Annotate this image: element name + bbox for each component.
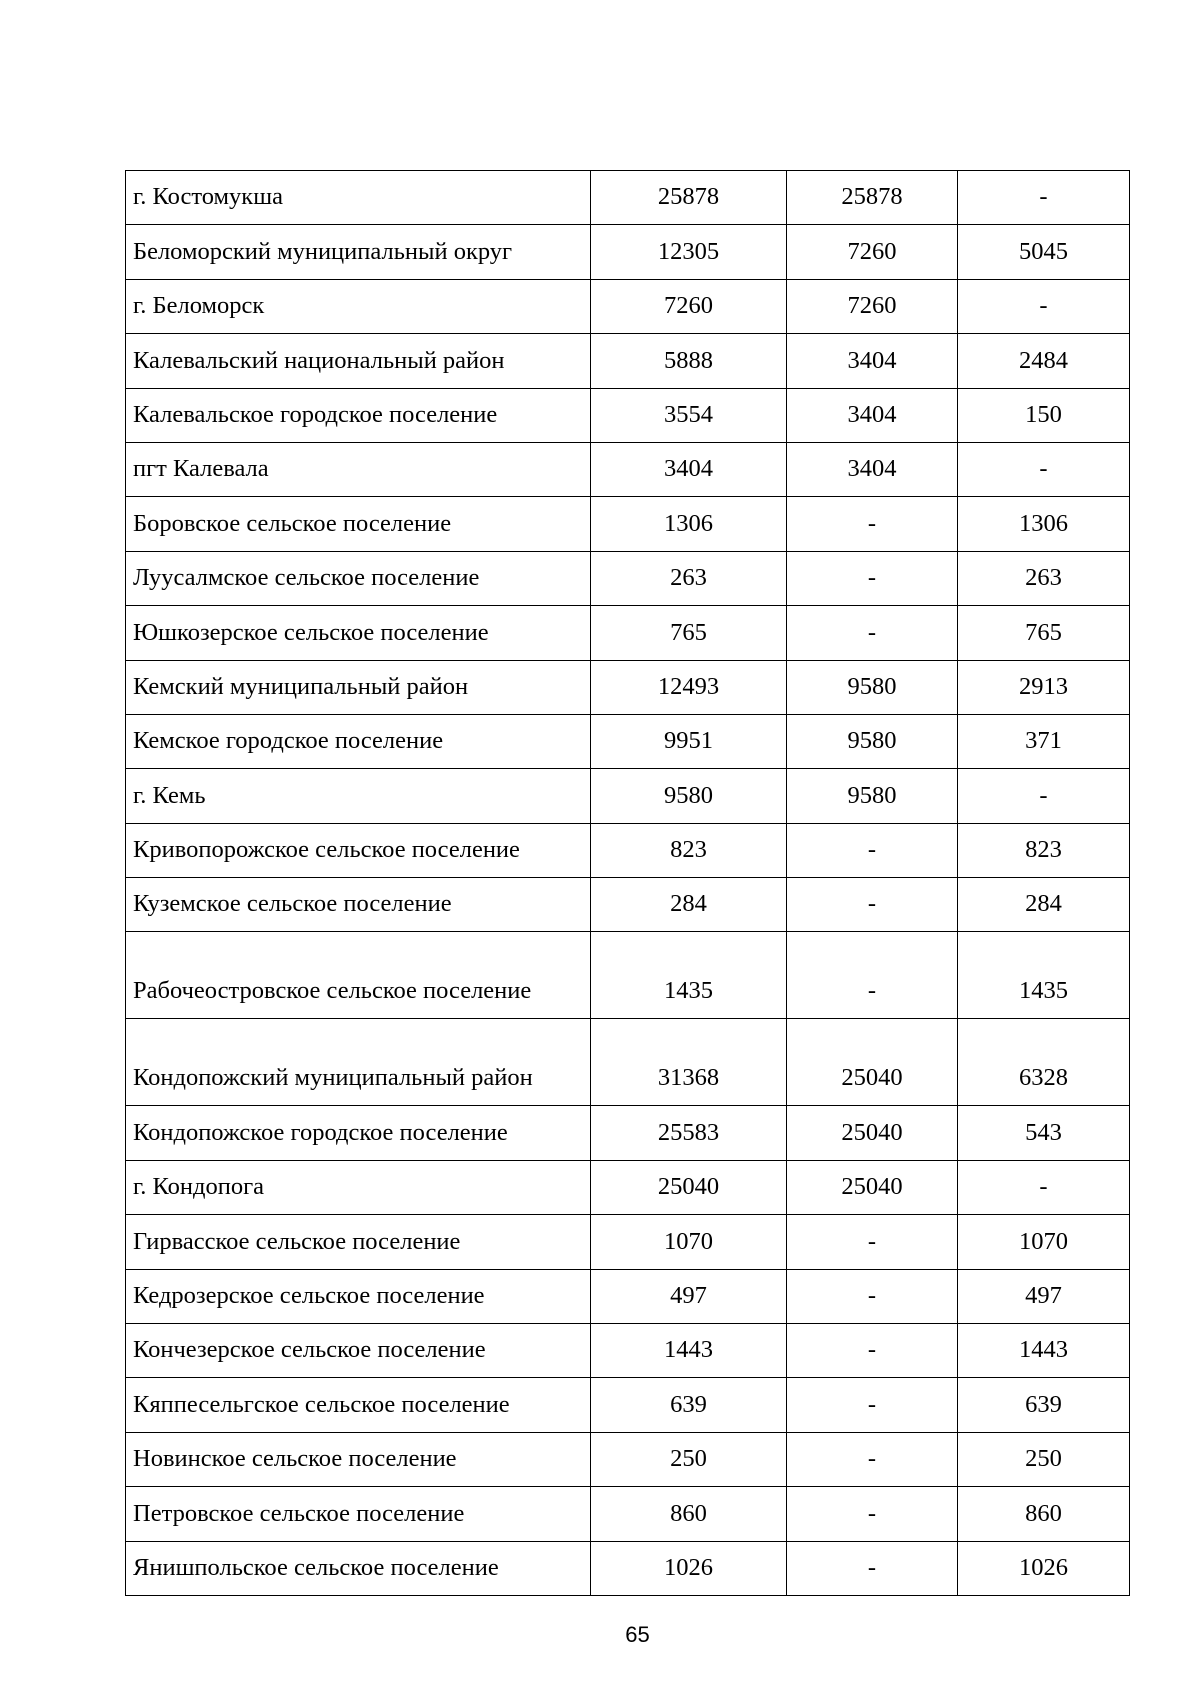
table-row <box>126 660 1130 714</box>
rural-population-cell: - <box>958 442 1130 496</box>
urban-population-cell: 9580 <box>787 769 958 823</box>
table-row <box>126 388 1130 442</box>
rural-population-cell: 371 <box>958 714 1130 768</box>
municipality-name-cell: Янишпольское сельское поселение <box>126 1541 591 1595</box>
table-row <box>126 1378 1130 1432</box>
urban-population-cell: - <box>787 878 958 932</box>
table-row <box>126 225 1130 279</box>
total-population-cell: 25583 <box>591 1106 787 1160</box>
rural-population-cell: 1443 <box>958 1324 1130 1378</box>
urban-population-cell: 7260 <box>787 279 958 333</box>
total-population-cell: 497 <box>591 1269 787 1323</box>
total-population-cell: 1443 <box>591 1324 787 1378</box>
table-row <box>126 442 1130 496</box>
rural-population-cell: - <box>958 769 1130 823</box>
table-row <box>126 714 1130 768</box>
rural-population-cell: 2913 <box>958 660 1130 714</box>
municipality-name-cell: Гирвасское сельское поселение <box>126 1215 591 1269</box>
urban-population-cell: 3404 <box>787 442 958 496</box>
rural-population-cell: 860 <box>958 1487 1130 1541</box>
urban-population-cell: 25040 <box>787 1106 958 1160</box>
urban-population-cell: - <box>787 497 958 551</box>
table-row <box>126 823 1130 877</box>
table-row <box>126 878 1130 932</box>
total-population-cell: 7260 <box>591 279 787 333</box>
municipality-name-cell: Юшкозерское сельское поселение <box>126 606 591 660</box>
municipality-name-cell: Луусалмское сельское поселение <box>126 551 591 605</box>
table-row <box>126 1487 1130 1541</box>
total-population-cell: 263 <box>591 551 787 605</box>
urban-population-cell: 7260 <box>787 225 958 279</box>
rural-population-cell: 543 <box>958 1106 1130 1160</box>
urban-population-cell: 25040 <box>787 1160 958 1214</box>
rural-population-cell: 497 <box>958 1269 1130 1323</box>
table-row <box>126 769 1130 823</box>
urban-population-cell: 25878 <box>787 171 958 225</box>
municipality-name-cell: г. Костомукша <box>126 171 591 225</box>
municipality-name-cell: г. Беломорск <box>126 279 591 333</box>
urban-population-cell: 9580 <box>787 660 958 714</box>
table-row <box>126 1019 1130 1106</box>
municipality-name-cell: Боровское сельское поселение <box>126 497 591 551</box>
table-row <box>126 1269 1130 1323</box>
total-population-cell: 12493 <box>591 660 787 714</box>
urban-population-cell: - <box>787 1432 958 1486</box>
municipality-name-cell: Кедрозерское сельское поселение <box>126 1269 591 1323</box>
total-population-cell: 250 <box>591 1432 787 1486</box>
urban-population-cell: - <box>787 823 958 877</box>
total-population-cell: 25878 <box>591 171 787 225</box>
table-row <box>126 1432 1130 1486</box>
total-population-cell: 25040 <box>591 1160 787 1214</box>
municipality-name-cell: г. Кемь <box>126 769 591 823</box>
urban-population-cell: 3404 <box>787 334 958 388</box>
total-population-cell: 284 <box>591 878 787 932</box>
rural-population-cell: 284 <box>958 878 1130 932</box>
urban-population-cell: - <box>787 1541 958 1595</box>
urban-population-cell: - <box>787 1378 958 1432</box>
urban-population-cell: - <box>787 551 958 605</box>
rural-population-cell: - <box>958 279 1130 333</box>
total-population-cell: 1435 <box>591 932 787 1019</box>
municipality-name-cell: Кяппесельгское сельское поселение <box>126 1378 591 1432</box>
urban-population-cell: - <box>787 932 958 1019</box>
urban-population-cell: - <box>787 606 958 660</box>
table-row <box>126 1160 1130 1214</box>
rural-population-cell: 823 <box>958 823 1130 877</box>
rural-population-cell: 1306 <box>958 497 1130 551</box>
rural-population-cell: 1026 <box>958 1541 1130 1595</box>
page-number: 65 <box>625 1622 650 1647</box>
municipality-name-cell: Кончезерское сельское поселение <box>126 1324 591 1378</box>
table-row <box>126 606 1130 660</box>
population-table <box>125 170 1130 1596</box>
rural-population-cell: 150 <box>958 388 1130 442</box>
municipality-name-cell: Калевальский национальный район <box>126 334 591 388</box>
total-population-cell: 1026 <box>591 1541 787 1595</box>
total-population-cell: 765 <box>591 606 787 660</box>
municipality-name-cell: Кривопорожское сельское поселение <box>126 823 591 877</box>
rural-population-cell: 1435 <box>958 932 1130 1019</box>
total-population-cell: 823 <box>591 823 787 877</box>
total-population-cell: 3554 <box>591 388 787 442</box>
urban-population-cell: 3404 <box>787 388 958 442</box>
rural-population-cell: 1070 <box>958 1215 1130 1269</box>
table-row <box>126 1215 1130 1269</box>
total-population-cell: 639 <box>591 1378 787 1432</box>
total-population-cell: 860 <box>591 1487 787 1541</box>
municipality-name-cell: Новинское сельское поселение <box>126 1432 591 1486</box>
municipality-name-cell: Кемский муниципальный район <box>126 660 591 714</box>
rural-population-cell: - <box>958 1160 1130 1214</box>
rural-population-cell: 765 <box>958 606 1130 660</box>
table-row <box>126 171 1130 225</box>
total-population-cell: 9951 <box>591 714 787 768</box>
urban-population-cell: - <box>787 1487 958 1541</box>
total-population-cell: 1070 <box>591 1215 787 1269</box>
rural-population-cell: 263 <box>958 551 1130 605</box>
urban-population-cell: - <box>787 1324 958 1378</box>
total-population-cell: 3404 <box>591 442 787 496</box>
total-population-cell: 12305 <box>591 225 787 279</box>
table-row <box>126 279 1130 333</box>
table-row <box>126 1324 1130 1378</box>
municipality-name-cell: Кемское городское поселение <box>126 714 591 768</box>
urban-population-cell: - <box>787 1215 958 1269</box>
total-population-cell: 1306 <box>591 497 787 551</box>
municipality-name-cell: г. Кондопога <box>126 1160 591 1214</box>
table-row <box>126 497 1130 551</box>
municipality-name-cell: Кондопожский муниципальный район <box>126 1019 591 1106</box>
rural-population-cell: 250 <box>958 1432 1130 1486</box>
municipality-name-cell: Беломорский муниципальный округ <box>126 225 591 279</box>
table-row <box>126 334 1130 388</box>
rural-population-cell: 5045 <box>958 225 1130 279</box>
table-row <box>126 1541 1130 1595</box>
rural-population-cell: 2484 <box>958 334 1130 388</box>
rural-population-cell: 639 <box>958 1378 1130 1432</box>
total-population-cell: 5888 <box>591 334 787 388</box>
municipality-name-cell: пгт Калевала <box>126 442 591 496</box>
rural-population-cell: - <box>958 171 1130 225</box>
table-row <box>126 1106 1130 1160</box>
municipality-name-cell: Рабочеостровское сельское поселение <box>126 932 591 1019</box>
municipality-name-cell: Петровское сельское поселение <box>126 1487 591 1541</box>
municipality-name-cell: Кондопожское городское поселение <box>126 1106 591 1160</box>
urban-population-cell: 9580 <box>787 714 958 768</box>
total-population-cell: 9580 <box>591 769 787 823</box>
table-row <box>126 551 1130 605</box>
table-row <box>126 932 1130 1019</box>
urban-population-cell: - <box>787 1269 958 1323</box>
rural-population-cell: 6328 <box>958 1019 1130 1106</box>
municipality-name-cell: Калевальское городское поселение <box>126 388 591 442</box>
municipality-name-cell: Куземское сельское поселение <box>126 878 591 932</box>
urban-population-cell: 25040 <box>787 1019 958 1106</box>
total-population-cell: 31368 <box>591 1019 787 1106</box>
